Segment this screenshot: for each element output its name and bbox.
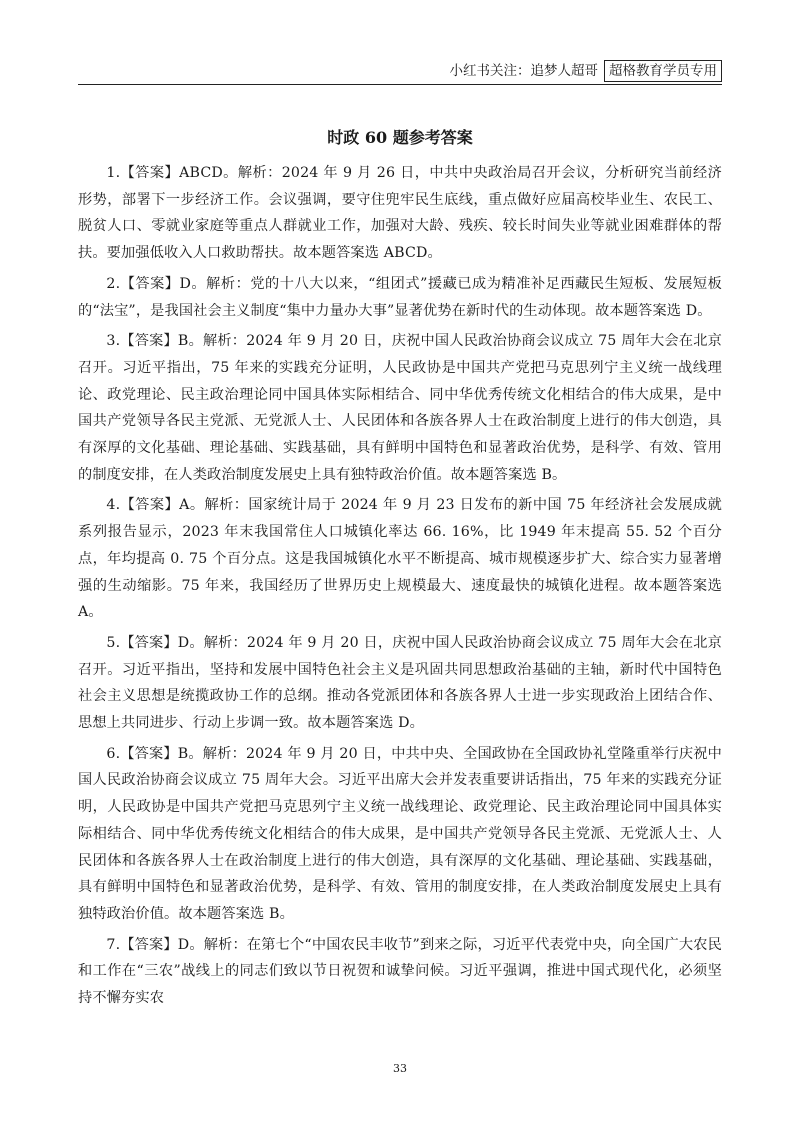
page-header: [450, 60, 723, 82]
header-divider: [78, 84, 722, 85]
answer-paragraph-3: 3.【答案】B。解析：2024 年 9 月 20 日，庆祝中国人民政治协商会议成立 75 周年大会在北京召开。习近平指出，75 年来的实践充分证明，人民政协是中国共产党把马克思列宁主义统一战线理论、政党理论、民主政治理论同中国具体实际相结合、同中华优秀传统文化相结合的伟大成果，是中国共产党领导各民主党派、无党派人士、人民团体和各族各界人士在政治制度上进行的伟大创造，具有深厚的文化基础、理论基础、实践基础，具有鲜明中国特色和显著政治优势，是科学、有效、管用的制度安排，在人类政治制度发展史上具有独特政治价值。故本题答案选 B。: [78, 333, 722, 483]
header-badge: 超格教育学员专用: [604, 60, 722, 82]
answer-paragraph-4: 4.【答案】A。解析：国家统计局于 2024 年 9 月 23 日发布的新中国 75 年经济社会发展成就系列报告显示，2023 年末我国常住人口城镇化率达 66. 16%，比 1949 年末提高 55. 52 个百分点，年均提高 0. 75 个百分点。这是我国城镇化水平不断提高、城市规模逐步扩大、综合实力显著增强的生动缩影。75 年来，我国经历了世界历史上规模最大、速度最快的城镇化进程。故本题答案选 A。: [78, 497, 722, 621]
header-follow-text: 小红书关注：追梦人超哥: [449, 63, 598, 79]
page-number: 33: [393, 1062, 407, 1075]
answer-paragraph-1: 1.【答案】ABCD。解析：2024 年 9 月 26 日，中共中央政治局召开会议，分析研究当前经济形势，部署下一步经济工作。会议强调，要守住兜牢民生底线，重点做好应届高校毕业生、农民工、脱贫人口、零就业家庭等重点人群就业工作，加强对大龄、残疾、较长时间失业等就业困难群体的帮扶。要加强低收入人口救助帮扶。故本题答案选 ABCD。: [78, 165, 722, 262]
page-title: 时政 60 题参考答案: [327, 128, 473, 147]
answer-paragraph-7: 7.【答案】D。解析：在第七个“中国农民丰收节”到来之际，习近平代表党中央，向全国广大农民和工作在“三农”战线上的同志们致以节日祝贺和诚挚问候。习近平强调，推进中国式现代化，必须坚持不懈夯实农: [78, 936, 722, 1007]
answer-paragraph-2: 2.【答案】D。解析：党的十八大以来，“组团式”援藏已成为精准补足西藏民生短板、发展短板的“法宝”，是我国社会主义制度“集中力量办大事”显著优势在新时代的生动体现。故本题答案选 D。: [78, 275, 722, 319]
answer-paragraph-5: 5.【答案】D。解析：2024 年 9 月 20 日，庆祝中国人民政治协商会议成立 75 周年大会在北京召开。习近平指出，坚持和发展中国特色社会主义是巩固共同思想政治基础的主轴，新时代中国特色社会主义思想是统揽政协工作的总纲。推动各党派团体和各族各界人士进一步实现政治上团结合作、思想上共同进步、行动上步调一致。故本题答案选 D。: [78, 634, 722, 732]
answer-paragraph-6: 6.【答案】B。解析：2024 年 9 月 20 日，中共中央、全国政协在全国政协礼堂隆重举行庆祝中国人民政治协商会议成立 75 周年大会。习近平出席大会并发表重要讲话指出，75 年来的实践充分证明，人民政协是中国共产党把马克思列宁主义统一战线理论、政党理论、民主政治理论同中国具体实际相结合、同中华优秀传统文化相结合的伟大成果，是中国共产党领导各民主党派、无党派人士、人民团体和各族各界人士在政治制度上进行的伟大创造，具有深厚的文化基础、理论基础、实践基础，具有鲜明中国特色和显著政治优势，是科学、有效、管用的制度安排，在人类政治制度发展史上具有独特政治价值。故本题答案选 B。: [78, 745, 722, 922]
answer-list: [78, 160, 722, 1016]
